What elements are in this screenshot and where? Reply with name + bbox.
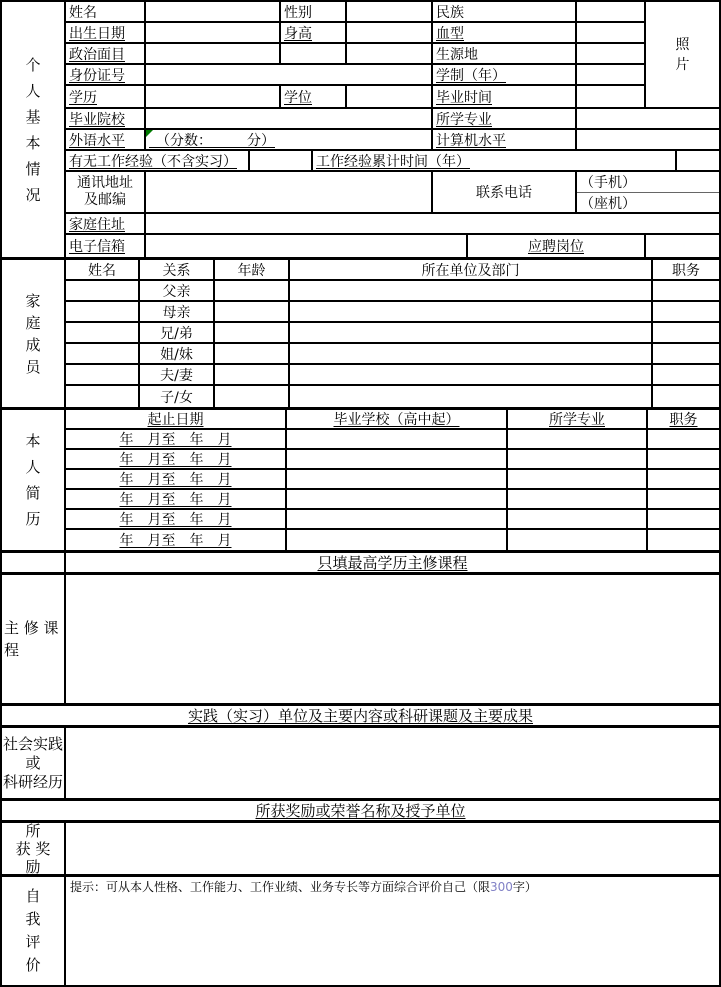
label-work-experience-years [313,151,677,170]
cell-text: 生源地 [436,46,478,63]
input-cell[interactable] [648,470,719,488]
label-line: 通讯地址 [77,175,133,191]
label-work-experience [66,151,250,170]
section-label-line: 本 [25,133,41,152]
table-row [66,530,719,550]
cell-text: 政治面目 [69,46,125,63]
relation-spouse [140,365,215,384]
table-row [66,510,719,530]
photo-cell [646,2,719,107]
section-label-line: 成 [25,335,41,354]
cell-text: 出生日期 [69,25,125,42]
input-cell[interactable] [577,130,719,149]
cell-text: 家庭住址 [69,216,125,233]
input-cell[interactable] [508,530,648,550]
input-cell[interactable] [648,450,719,468]
cell-text: 年 月至 年 月 [119,512,232,528]
section-major-courses [2,575,719,706]
input-cell[interactable] [508,490,648,508]
input-cell[interactable] [287,490,508,508]
input-cell[interactable] [287,530,508,550]
section-label-line: 历 [25,510,41,528]
cell-text: 职务 [672,262,700,279]
header-family-name [66,260,140,279]
cell-text: 兄/弟 [160,325,193,342]
cell-text: 年龄 [237,262,266,279]
table-row [66,450,719,470]
section-awards-header [2,801,719,823]
cell-text: 计算机水平 [436,132,506,149]
section-label-line: 家 [25,291,41,310]
cell-text: 子/女 [160,389,193,406]
input-cell[interactable] [577,2,646,21]
practice-experience-input[interactable] [66,728,719,798]
input-cell[interactable] [215,386,290,407]
cell-text: 所学专业 [436,111,492,128]
cell-text: 年 月至 年 月 [119,472,232,488]
cell-text: 所学专业 [549,412,605,428]
label-blood-type [433,23,577,42]
input-cell[interactable] [66,344,140,363]
input-cell[interactable] [281,44,347,63]
section-label-line: 本 [25,432,41,450]
header-family-workunit [290,260,653,279]
section-basic-info [2,2,719,260]
label-height [281,23,347,42]
input-cell[interactable] [215,323,290,342]
input-cell[interactable] [146,172,433,212]
cell-text: 民族 [436,4,464,21]
table-row [66,151,719,172]
label-political-status [66,44,146,63]
spacer-cell [2,553,66,572]
label-email [66,235,146,257]
header-resume-dates [66,410,287,428]
cell-text: 工作经验累计时间（年） [316,153,470,170]
table-row [66,44,646,65]
input-cell[interactable] [146,109,433,128]
section-label-line: 所 [25,823,41,840]
label-computer-level [433,130,577,149]
input-cell[interactable] [290,302,653,321]
excel-error-marker-icon [146,130,153,137]
section-family-members [2,260,719,410]
label-education-level [66,86,146,107]
section-label-line: 获 奖 [15,839,51,858]
cell-text: 学位 [284,89,312,106]
input-cell[interactable] [287,450,508,468]
table-row [66,260,719,281]
table-row [66,65,646,86]
input-cell[interactable] [215,365,290,384]
photo-label-line: 照 [675,36,690,53]
cell-text: （分数： 分） [149,132,275,149]
table-row [66,130,719,151]
label-graduation-school [66,109,146,128]
hint-text: 提示：可从本人性格、工作能力、工作业绩、业务专长等方面综合评价自己（限 [70,880,491,894]
table-row [66,86,646,107]
input-cell[interactable] [577,86,646,107]
input-cell[interactable] [146,44,281,63]
input-cell[interactable] [146,23,281,42]
input-cell[interactable] [577,65,646,84]
label-foreign-language-level [66,130,146,149]
input-cell[interactable] [646,235,719,257]
section-label-line: 况 [25,185,41,204]
section-label-line: 价 [25,956,41,974]
input-cell[interactable] [146,2,281,21]
section-self-evaluation [2,877,719,985]
date-range-cell[interactable] [66,530,287,550]
table-row [66,214,719,235]
section-label-line: 程 [4,641,20,659]
input-cell[interactable] [508,430,648,448]
table-row [66,302,719,323]
self-evaluation-hint [70,879,715,895]
label-gender [281,2,347,21]
phone-type-label[interactable]: （座机） [577,192,719,212]
input-cell[interactable] [648,530,719,550]
input-cell[interactable] [577,23,646,42]
section-courses-note-header [2,553,719,575]
section-label-self-evaluation [2,877,66,985]
input-cell[interactable] [653,281,719,300]
cell-text: 外语水平 [69,132,125,149]
input-cell[interactable] [250,151,313,170]
section-label-line: 基 [25,107,41,126]
cell-text: 有无工作经验（不含实习） [69,153,237,170]
input-cell[interactable] [66,365,140,384]
header-resume-position [648,410,719,428]
date-range-cell[interactable] [66,510,287,528]
section-label-line: 简 [25,484,41,502]
cell-text: 电子信箱 [69,239,125,255]
input-cell[interactable] [290,281,653,300]
section-label-practice-experience [2,728,66,798]
cell-text: 年 月至 年 月 [119,432,232,448]
table-row [66,410,719,430]
table-row [66,365,719,386]
date-range-cell[interactable] [66,450,287,468]
section-label-line: 人 [25,458,41,476]
section-label-line: 励 [25,857,41,874]
practice-header: 实践（实习）单位及主要内容或科研课题及主要成果 [187,707,533,725]
section-practice-header [2,706,719,728]
section-label-major-courses [2,575,66,703]
table-row [66,344,719,365]
awards-input[interactable] [66,823,719,874]
input-cell[interactable] [287,470,508,488]
section-label-line: 员 [25,357,41,376]
label-position-applied [468,235,646,257]
table-row [66,430,719,450]
date-range-cell[interactable] [66,430,287,448]
relation-father [140,281,215,300]
phone-number-cell[interactable] [577,172,719,212]
header-family-position [653,260,719,279]
table-row [66,23,646,44]
header-family-relation [140,260,215,279]
section-label-line: 人 [25,81,41,100]
input-cell[interactable] [290,344,653,363]
cell-text: 年 月至 年 月 [119,452,232,468]
courses-note-header: 只填最高学历主修课程 [317,554,468,572]
input-cell[interactable] [653,302,719,321]
section-awards [2,823,719,877]
cell-text: 毕业院校 [69,111,125,128]
section-label-basic-info [2,2,66,257]
section-label-personal-resume [2,410,66,550]
table-row [66,281,719,302]
section-label-line: 科研经历 [2,772,63,791]
cell-text: 母亲 [162,304,191,321]
cell-text: 姓名 [88,262,116,279]
label-contact-phone [433,172,577,212]
input-cell[interactable] [347,44,433,63]
input-cell[interactable] [347,23,433,42]
cell-text: 所在单位及部门 [421,262,520,279]
relation-child [140,386,215,407]
input-cell[interactable] [677,151,719,170]
input-cell[interactable] [653,365,719,384]
section-label-line: 我 [25,910,41,928]
cell-text: 姐/妹 [160,346,193,363]
input-cell[interactable] [146,86,281,107]
cell-text: 学制（年） [436,67,506,84]
input-cell[interactable] [66,302,140,321]
awards-header: 所获奖励或荣誉名称及授予单位 [255,802,466,820]
cell-text: 毕业时间 [436,89,492,106]
input-cell[interactable] [508,470,648,488]
cell-text: 血型 [436,25,464,42]
section-label-line: 社会实践 [2,734,63,753]
label-id-number [66,65,146,84]
relation-brother [140,323,215,342]
table-row [66,323,719,344]
input-cell[interactable] [577,109,719,128]
input-cell[interactable] [66,386,140,407]
cell-text: 关系 [162,262,191,279]
table-row [66,109,719,130]
phone-type-label[interactable]: （手机） [580,175,636,191]
score-placeholder-cell[interactable] [146,130,433,149]
relation-mother [140,302,215,321]
section-label-line: 评 [25,933,41,951]
input-cell[interactable] [577,44,646,63]
header-family-age [215,260,290,279]
input-cell[interactable] [146,214,719,233]
input-cell[interactable] [290,323,653,342]
section-label-family-members [2,260,66,407]
table-row [66,470,719,490]
input-cell[interactable] [287,430,508,448]
input-cell[interactable] [653,344,719,363]
photo-label-line: 片 [675,56,690,73]
input-cell[interactable] [653,323,719,342]
label-birth-date [66,23,146,42]
input-cell[interactable] [146,65,433,84]
input-cell[interactable] [215,302,290,321]
section-label-line: 庭 [25,313,41,332]
label-line: 及邮编 [84,192,126,208]
cell-text: 性别 [284,4,312,21]
cell-text: 毕业学校（高中起） [333,412,460,428]
label-major [433,109,577,128]
label-schooling-years [433,65,577,84]
label-ethnicity [433,2,577,21]
label-name [66,2,146,21]
input-cell[interactable] [290,365,653,384]
cell-text: 应聘岗位 [528,239,584,255]
section-label-line: 主 修 课 [4,619,59,637]
table-row [66,386,719,407]
major-courses-input[interactable] [66,575,719,703]
section-label-line: 情 [25,159,41,178]
label-student-origin [433,44,577,63]
section-label-awards [2,823,66,874]
input-cell[interactable] [347,2,433,21]
input-cell[interactable] [215,281,290,300]
input-cell[interactable] [66,323,140,342]
cell-text: 父亲 [162,283,191,300]
input-cell[interactable] [653,386,719,407]
table-row [66,490,719,510]
cell-text: 身份证号 [69,67,125,84]
input-cell[interactable] [215,344,290,363]
relation-sister [140,344,215,363]
header-resume-school [287,410,508,428]
input-cell[interactable] [66,281,140,300]
cell-text: 年 月至 年 月 [119,492,232,508]
input-cell[interactable] [347,86,433,107]
cell-text: 姓名 [69,4,97,21]
input-cell[interactable] [287,510,508,528]
table-row [66,172,719,214]
table-row [66,235,719,257]
input-cell[interactable] [290,386,653,407]
input-cell[interactable] [648,490,719,508]
label-degree [281,86,347,107]
hint-char-limit: 300 [490,880,513,894]
cell-text: 夫/妻 [160,367,193,384]
header-resume-major [508,410,648,428]
cell-text: 年 月至 年 月 [119,533,232,549]
input-cell[interactable] [508,450,648,468]
section-personal-resume [2,410,719,553]
cell-text: 学历 [69,89,97,106]
label-mailing-address [66,172,146,212]
label-graduation-time [433,86,577,107]
input-cell[interactable] [146,235,468,257]
section-label-line: 个 [25,55,41,74]
self-evaluation-input[interactable] [66,877,719,985]
cell-text: 身高 [284,25,312,42]
label-home-address [66,214,146,233]
cell-text: 联系电话 [476,185,532,201]
hint-text: 字） [512,880,537,894]
input-cell[interactable] [648,430,719,448]
section-label-line: 或 [25,753,41,772]
input-cell[interactable] [648,510,719,528]
date-range-cell[interactable] [66,490,287,508]
cell-text: 职务 [669,412,698,428]
input-cell[interactable] [508,510,648,528]
cell-text: 起止日期 [147,412,204,428]
section-practice-experience [2,728,719,801]
table-row [66,2,646,23]
section-label-line: 自 [25,887,41,905]
date-range-cell[interactable] [66,470,287,488]
